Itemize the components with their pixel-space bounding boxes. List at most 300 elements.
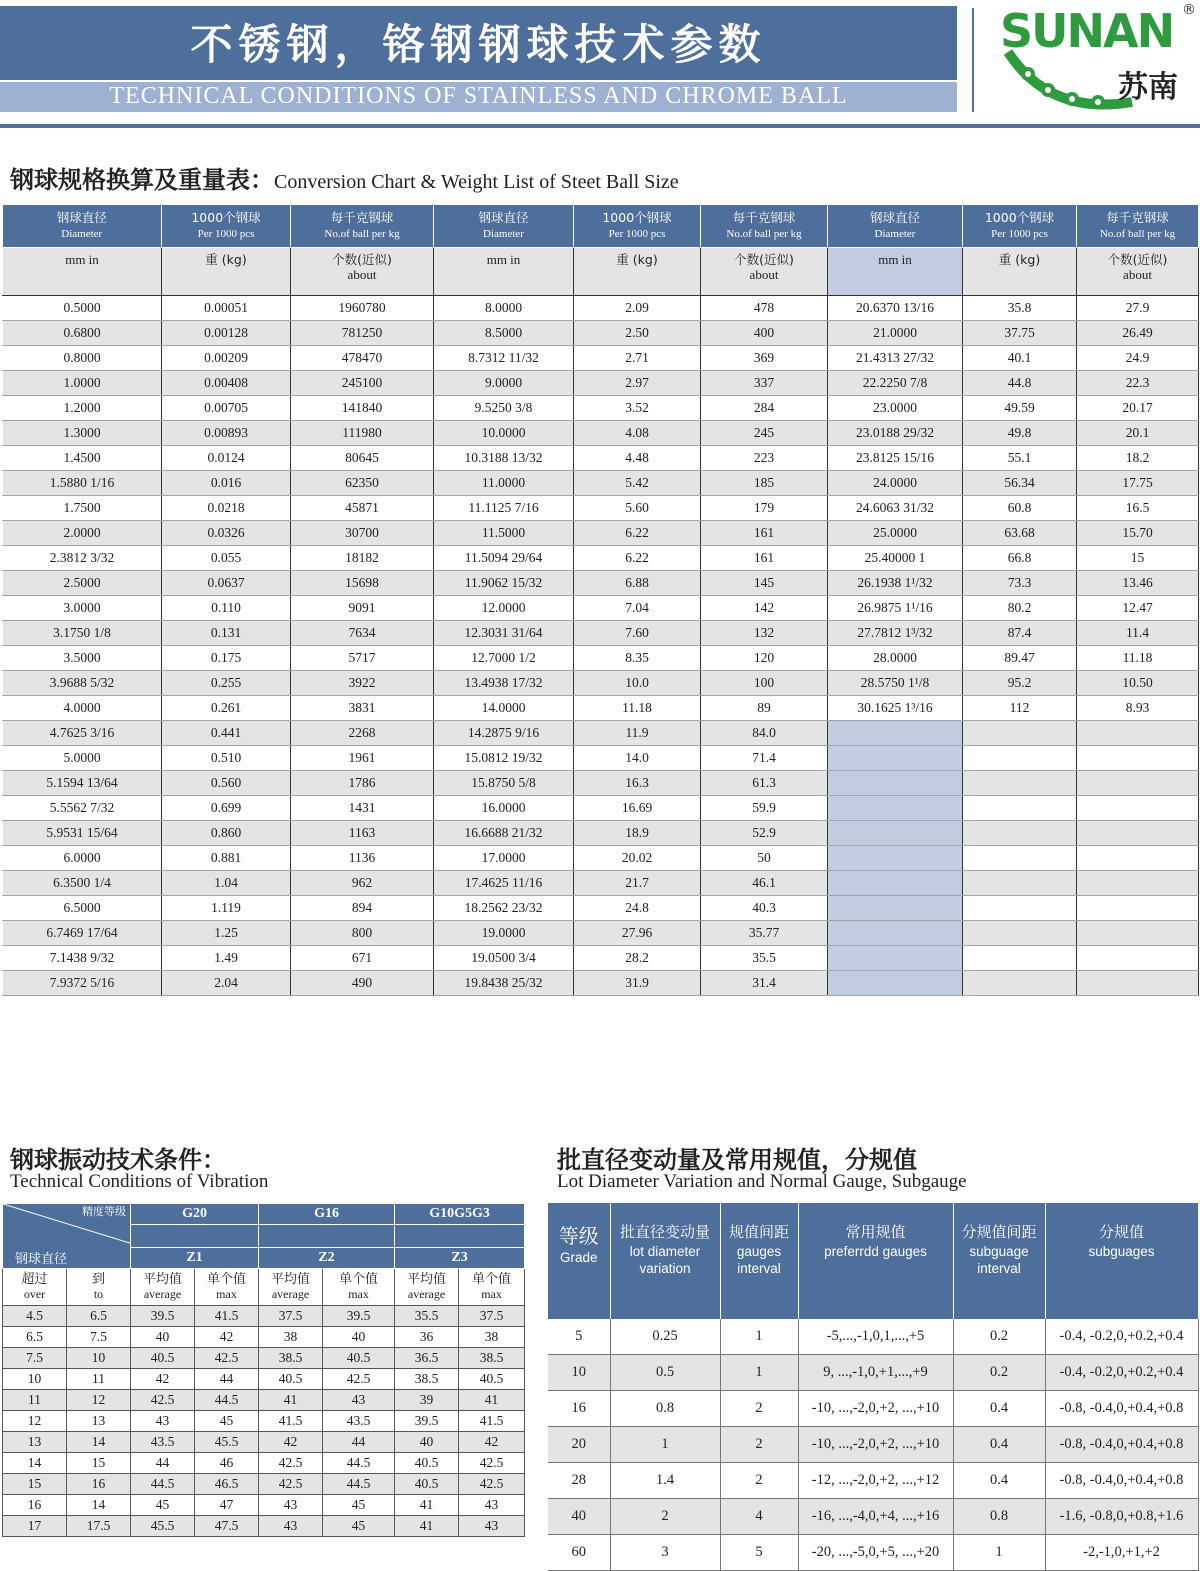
table-cell: 73.3 — [963, 571, 1077, 596]
vibration-col-row — [3, 1269, 525, 1306]
table-cell: 24.8 — [574, 896, 701, 921]
table-cell: 38.5 — [459, 1348, 525, 1369]
table-cell — [828, 821, 963, 846]
unit-count: 个数(近似) about — [1077, 248, 1199, 296]
table-cell: 44.5 — [131, 1474, 195, 1495]
table-cell: 12.47 — [1077, 596, 1199, 621]
table-cell: 0.016 — [162, 471, 291, 496]
table-cell: 28.2 — [574, 946, 701, 971]
table-cell: 44.5 — [323, 1474, 395, 1495]
table-cell: 4 — [720, 1499, 798, 1535]
table-cell: 42.5 — [259, 1453, 323, 1474]
table-cell: 45871 — [291, 496, 434, 521]
table-row — [3, 1306, 525, 1327]
table-cell — [963, 921, 1077, 946]
table-row — [3, 1327, 525, 1348]
table-row — [548, 1319, 1198, 1355]
table-cell: 1.49 — [162, 946, 291, 971]
table-cell: 20.17 — [1077, 396, 1199, 421]
table-cell: 25.0000 — [828, 521, 963, 546]
table-cell: 0.0326 — [162, 521, 291, 546]
table-cell: 145 — [701, 571, 828, 596]
table-cell: 84.0 — [701, 721, 828, 746]
table-cell: 9091 — [291, 596, 434, 621]
vibration-col-header: 平均值 average — [131, 1269, 195, 1306]
table-cell: 0.560 — [162, 771, 291, 796]
table-cell: 40.5 — [459, 1369, 525, 1390]
table-cell: 26.49 — [1077, 321, 1199, 346]
vibration-title-cn: 钢球振动技术条件： — [10, 1146, 226, 1174]
table-cell: 0.131 — [162, 621, 291, 646]
table-cell: 11.5094 29/64 — [434, 546, 574, 571]
table-cell: 2 — [610, 1499, 720, 1535]
table-cell — [828, 971, 963, 996]
table-cell: 12 — [3, 1411, 67, 1432]
table-cell: 44.5 — [195, 1390, 259, 1411]
table-cell — [1077, 921, 1199, 946]
spacer-cell — [259, 1225, 395, 1248]
table-cell: 1786 — [291, 771, 434, 796]
table-cell: 41 — [459, 1390, 525, 1411]
table-cell: 0.0637 — [162, 571, 291, 596]
table-cell: 1136 — [291, 846, 434, 871]
table-cell: 71.4 — [701, 746, 828, 771]
table-cell: 100 — [701, 671, 828, 696]
table-cell: 44 — [323, 1432, 395, 1453]
table-cell: 3.9688 5/32 — [3, 671, 162, 696]
table-cell: 26.1938 1¹/32 — [828, 571, 963, 596]
table-cell: 40 — [131, 1327, 195, 1348]
table-cell: 1431 — [291, 796, 434, 821]
table-cell: 4.7625 3/16 — [3, 721, 162, 746]
table-cell — [963, 746, 1077, 771]
col-perkg: 每千克钢球 No.of ball per kg — [1077, 205, 1199, 248]
table-cell: 41 — [259, 1390, 323, 1411]
table-row — [3, 771, 1199, 796]
table-cell: 43.5 — [323, 1411, 395, 1432]
table-cell: 36.5 — [395, 1348, 459, 1369]
col-per1000: 1000个钢球 Per 1000 pcs — [162, 205, 291, 248]
vibration-col-header: 单个值 max — [323, 1269, 395, 1306]
table-cell: 25.40000 1 — [828, 546, 963, 571]
table-cell: 2 — [720, 1427, 798, 1463]
table-cell — [1077, 796, 1199, 821]
table-cell: 15.8750 5/8 — [434, 771, 574, 796]
table-cell: 0.2 — [953, 1355, 1045, 1391]
table-cell: 44.8 — [963, 371, 1077, 396]
header-rule — [0, 124, 1200, 128]
table-cell: 43 — [259, 1495, 323, 1516]
table-cell: 1960780 — [291, 296, 434, 321]
table-cell: 3.1750 1/8 — [3, 621, 162, 646]
table-cell: 45 — [323, 1516, 395, 1537]
vibration-col-header: 单个值 max — [459, 1269, 525, 1306]
table-cell: 43 — [323, 1390, 395, 1411]
table-cell: 5.60 — [574, 496, 701, 521]
grade-g16: G16 — [259, 1204, 395, 1225]
table-row — [3, 1474, 525, 1495]
table-cell — [1077, 821, 1199, 846]
table-cell: 12.3031 31/64 — [434, 621, 574, 646]
conversion-title-en: Conversion Chart & Weight List of Steet Ball Size — [274, 171, 679, 193]
unit-count: 个数(近似) about — [701, 248, 828, 296]
table-row — [3, 821, 1199, 846]
table-cell: 21.4313 27/32 — [828, 346, 963, 371]
table-cell: 781250 — [291, 321, 434, 346]
table-cell: 1.25 — [162, 921, 291, 946]
table-cell: 2 — [720, 1391, 798, 1427]
table-cell: 11.18 — [1077, 646, 1199, 671]
table-row — [548, 1391, 1198, 1427]
table-cell: 11.9062 15/32 — [434, 571, 574, 596]
table-cell: 120 — [701, 646, 828, 671]
table-cell: 1.4500 — [3, 446, 162, 471]
table-cell: 22.3 — [1077, 371, 1199, 396]
table-cell — [1077, 721, 1199, 746]
table-cell: 0.0124 — [162, 446, 291, 471]
table-cell: 478 — [701, 296, 828, 321]
table-cell: -0.8, -0.4,0,+0.4,+0.8 — [1045, 1463, 1198, 1499]
conversion-table — [2, 205, 1199, 996]
conversion-title-cn: 钢球规格换算及重量表： — [10, 166, 274, 194]
table-cell: 15 — [3, 1474, 67, 1495]
vibration-table — [2, 1203, 525, 1537]
table-cell: 8.0000 — [434, 296, 574, 321]
table-cell: 23.0188 29/32 — [828, 421, 963, 446]
table-row — [548, 1427, 1198, 1463]
table-cell: 161 — [701, 546, 828, 571]
table-row — [3, 521, 1199, 546]
table-cell: 20.6370 13/16 — [828, 296, 963, 321]
gauge-col-header: 等级 Grade — [548, 1203, 610, 1319]
table-cell: 17.5 — [67, 1516, 131, 1537]
table-cell — [1077, 846, 1199, 871]
table-cell: 45.5 — [195, 1432, 259, 1453]
table-cell: 0.4 — [953, 1391, 1045, 1427]
table-row — [3, 746, 1199, 771]
table-cell: 46.1 — [701, 871, 828, 896]
table-cell: 15 — [67, 1453, 131, 1474]
table-cell: 47.5 — [195, 1516, 259, 1537]
table-cell: 35.77 — [701, 921, 828, 946]
table-cell: 15.0812 19/32 — [434, 746, 574, 771]
vibration-col-header: 到 to — [67, 1269, 131, 1306]
table-cell: 40 — [548, 1499, 610, 1535]
table-cell: 7.9372 5/16 — [3, 971, 162, 996]
table-cell: 141840 — [291, 396, 434, 421]
brand-logo — [1000, 4, 1198, 112]
table-cell: -5,...,-1,0,1,...,+5 — [798, 1319, 953, 1355]
vibration-corner — [3, 1204, 131, 1269]
table-cell — [828, 946, 963, 971]
table-cell: 41 — [395, 1516, 459, 1537]
table-cell: 43 — [459, 1495, 525, 1516]
table-cell: 17 — [3, 1516, 67, 1537]
table-cell: 43 — [259, 1516, 323, 1537]
page-title: 不锈钢，铬钢钢球技术参数 — [190, 20, 767, 69]
table-cell: 31.4 — [701, 971, 828, 996]
table-cell: 142 — [701, 596, 828, 621]
table-cell: 41.5 — [459, 1411, 525, 1432]
table-row — [3, 346, 1199, 371]
table-cell — [1077, 971, 1199, 996]
page-subtitle: TECHNICAL CONDITIONS OF STAINLESS AND CHROME BALL — [109, 83, 848, 109]
table-cell: 21.7 — [574, 871, 701, 896]
table-cell: 26.9875 1¹/16 — [828, 596, 963, 621]
table-cell: 15.70 — [1077, 521, 1199, 546]
table-cell: 13.46 — [1077, 571, 1199, 596]
col-diameter: 钢球直径 Diameter — [434, 205, 574, 248]
table-cell: 46.5 — [195, 1474, 259, 1495]
table-cell: 62350 — [291, 471, 434, 496]
table-cell: 24.6063 31/32 — [828, 496, 963, 521]
table-cell: 3.52 — [574, 396, 701, 421]
table-cell: 39 — [395, 1390, 459, 1411]
vibration-title-en: Technical Conditions of Vibration — [10, 1171, 269, 1192]
table-cell: 6.3500 1/4 — [3, 871, 162, 896]
table-cell: 0.881 — [162, 846, 291, 871]
table-cell: 16 — [3, 1495, 67, 1516]
table-cell — [963, 771, 1077, 796]
table-row — [3, 296, 1199, 321]
table-cell: 44.5 — [323, 1453, 395, 1474]
table-cell: 8.5000 — [434, 321, 574, 346]
table-cell: 132 — [701, 621, 828, 646]
table-cell: 12.7000 1/2 — [434, 646, 574, 671]
table-cell — [963, 721, 1077, 746]
table-row — [3, 1411, 525, 1432]
table-cell: 16.3 — [574, 771, 701, 796]
table-cell: 41 — [395, 1495, 459, 1516]
table-row — [3, 1348, 525, 1369]
table-cell: 60.8 — [963, 496, 1077, 521]
table-cell: 31.9 — [574, 971, 701, 996]
table-cell: 20 — [548, 1427, 610, 1463]
table-cell: 28.5750 1¹/8 — [828, 671, 963, 696]
table-row — [3, 421, 1199, 446]
table-cell: 0.441 — [162, 721, 291, 746]
table-cell: 9.5250 3/8 — [434, 396, 574, 421]
table-cell — [963, 971, 1077, 996]
table-cell — [963, 871, 1077, 896]
table-cell: 1.119 — [162, 896, 291, 921]
table-cell: 284 — [701, 396, 828, 421]
unit-mm-in: mm in — [434, 248, 574, 296]
table-cell: 4.0000 — [3, 696, 162, 721]
table-cell — [828, 846, 963, 871]
gauge-col-header: 分规值 subguages — [1045, 1203, 1198, 1319]
table-row — [3, 1432, 525, 1453]
table-cell: 0.00128 — [162, 321, 291, 346]
table-cell: -2,-1,0,+1,+2 — [1045, 1535, 1198, 1571]
spacer-cell — [131, 1225, 259, 1248]
table-cell: 5.5562 7/32 — [3, 796, 162, 821]
conversion-header-row — [3, 205, 1199, 248]
table-cell: 10.3188 13/32 — [434, 446, 574, 471]
table-cell: 42.5 — [259, 1474, 323, 1495]
table-row — [3, 646, 1199, 671]
table-cell: 17.75 — [1077, 471, 1199, 496]
table-cell: 6.22 — [574, 546, 701, 571]
gauge-header-row — [548, 1203, 1198, 1319]
table-cell: 7.60 — [574, 621, 701, 646]
table-cell: 15698 — [291, 571, 434, 596]
table-cell: 13 — [67, 1411, 131, 1432]
table-cell: 41.5 — [195, 1306, 259, 1327]
col-diameter: 钢球直径 Diameter — [3, 205, 162, 248]
table-cell: 4.48 — [574, 446, 701, 471]
table-cell: 0.5 — [610, 1355, 720, 1391]
table-cell: 0.699 — [162, 796, 291, 821]
table-cell: 36 — [395, 1327, 459, 1348]
table-cell: 5717 — [291, 646, 434, 671]
table-cell: 2.50 — [574, 321, 701, 346]
spacer-cell — [395, 1225, 525, 1248]
col-per1000: 1000个钢球 Per 1000 pcs — [963, 205, 1077, 248]
table-row — [3, 546, 1199, 571]
table-cell: 3 — [610, 1535, 720, 1571]
table-cell: 35.5 — [395, 1306, 459, 1327]
gauge-title-en: Lot Diameter Variation and Normal Gauge, Subgauge — [557, 1171, 967, 1192]
table-row — [3, 796, 1199, 821]
table-cell: 3922 — [291, 671, 434, 696]
table-cell: 2.0000 — [3, 521, 162, 546]
table-cell — [828, 921, 963, 946]
table-row — [3, 396, 1199, 421]
table-cell: 45 — [195, 1411, 259, 1432]
table-cell: 14.0000 — [434, 696, 574, 721]
table-row — [3, 621, 1199, 646]
table-cell: 39.5 — [395, 1411, 459, 1432]
table-cell: 40.5 — [323, 1348, 395, 1369]
table-cell: -0.8, -0.4,0,+0.4,+0.8 — [1045, 1427, 1198, 1463]
table-row — [3, 1453, 525, 1474]
table-cell: 6.5 — [67, 1306, 131, 1327]
vibration-col-header: 平均值 average — [395, 1269, 459, 1306]
table-cell — [963, 821, 1077, 846]
table-cell — [1077, 896, 1199, 921]
table-cell: 11.9 — [574, 721, 701, 746]
table-row — [3, 1369, 525, 1390]
table-cell: 35.8 — [963, 296, 1077, 321]
table-cell: 1 — [720, 1319, 798, 1355]
table-cell: 112 — [963, 696, 1077, 721]
gauge-title-cn: 批直径变动量及常用规值，分规值 — [557, 1146, 917, 1174]
conversion-title — [10, 160, 679, 195]
table-row — [3, 846, 1199, 871]
table-row — [3, 946, 1199, 971]
table-cell: 2.71 — [574, 346, 701, 371]
col-diameter: 钢球直径 Diameter — [828, 205, 963, 248]
grade-g10g5g3: G10G5G3 — [395, 1204, 525, 1225]
table-cell: 4.08 — [574, 421, 701, 446]
table-cell: 22.2250 7/8 — [828, 371, 963, 396]
table-cell: 0.510 — [162, 746, 291, 771]
gauge-table — [548, 1203, 1199, 1571]
table-cell: 10.0000 — [434, 421, 574, 446]
gauge-body — [548, 1319, 1198, 1571]
table-cell: 6.5 — [3, 1327, 67, 1348]
table-cell: 42 — [259, 1432, 323, 1453]
table-cell: 44 — [195, 1369, 259, 1390]
table-cell: -10, ...,-2,0,+2, ...,+10 — [798, 1391, 953, 1427]
table-cell: 18.2 — [1077, 446, 1199, 471]
table-cell: 0.261 — [162, 696, 291, 721]
table-cell: 14 — [67, 1432, 131, 1453]
table-cell: 35.5 — [701, 946, 828, 971]
table-cell: 0.25 — [610, 1319, 720, 1355]
table-cell: 0.110 — [162, 596, 291, 621]
table-cell: -0.8, -0.4,0,+0.4,+0.8 — [1045, 1391, 1198, 1427]
table-row — [3, 496, 1199, 521]
table-cell: 12.0000 — [434, 596, 574, 621]
table-cell: 11.5000 — [434, 521, 574, 546]
class-z1: Z1 — [131, 1248, 259, 1269]
gauge-col-header: 批直径变动量 lot diameter variation — [610, 1203, 720, 1319]
table-row — [3, 446, 1199, 471]
table-cell — [828, 746, 963, 771]
table-cell: 50 — [701, 846, 828, 871]
table-cell: -1.6, -0.8,0,+0.8,+1.6 — [1045, 1499, 1198, 1535]
table-cell: 6.7469 17/64 — [3, 921, 162, 946]
table-cell — [828, 796, 963, 821]
vibration-col-header: 单个值 max — [195, 1269, 259, 1306]
table-cell: 2.04 — [162, 971, 291, 996]
table-cell: 10 — [67, 1348, 131, 1369]
table-cell: 0.0218 — [162, 496, 291, 521]
table-cell: 30.1625 1³/16 — [828, 696, 963, 721]
conversion-body — [3, 296, 1199, 996]
vibration-col-header: 平均值 average — [259, 1269, 323, 1306]
table-cell: 16 — [548, 1391, 610, 1427]
table-cell: 3831 — [291, 696, 434, 721]
table-cell: 14.2875 9/16 — [434, 721, 574, 746]
table-cell: 0.055 — [162, 546, 291, 571]
grade-g20: G20 — [131, 1204, 259, 1225]
gauge-col-header: 分规值间距 subguage interval — [953, 1203, 1045, 1319]
table-cell: 490 — [291, 971, 434, 996]
table-cell: 1 — [720, 1355, 798, 1391]
table-cell: 5.0000 — [3, 746, 162, 771]
table-cell: 0.5000 — [3, 296, 162, 321]
table-cell: 20.1 — [1077, 421, 1199, 446]
table-cell: 1.3000 — [3, 421, 162, 446]
table-cell: 0.4 — [953, 1427, 1045, 1463]
table-cell: -16, ...,-4,0,+4, ...,+16 — [798, 1499, 953, 1535]
table-cell: 87.4 — [963, 621, 1077, 646]
table-cell: 14.0 — [574, 746, 701, 771]
table-cell: 49.8 — [963, 421, 1077, 446]
table-cell: 19.0000 — [434, 921, 574, 946]
table-cell: 7634 — [291, 621, 434, 646]
table-cell: 6.88 — [574, 571, 701, 596]
table-cell: 1.4 — [610, 1463, 720, 1499]
table-cell — [963, 846, 1077, 871]
table-cell: 4.5 — [3, 1306, 67, 1327]
table-cell: 43.5 — [131, 1432, 195, 1453]
table-cell: 179 — [701, 496, 828, 521]
table-row — [3, 471, 1199, 496]
table-row — [3, 671, 1199, 696]
table-cell — [963, 896, 1077, 921]
table-cell: 42 — [131, 1369, 195, 1390]
table-cell: 6.5000 — [3, 896, 162, 921]
table-cell — [963, 796, 1077, 821]
table-cell: 37.75 — [963, 321, 1077, 346]
table-cell: 18.2562 23/32 — [434, 896, 574, 921]
table-cell: 61.3 — [701, 771, 828, 796]
table-cell: 7.1438 9/32 — [3, 946, 162, 971]
